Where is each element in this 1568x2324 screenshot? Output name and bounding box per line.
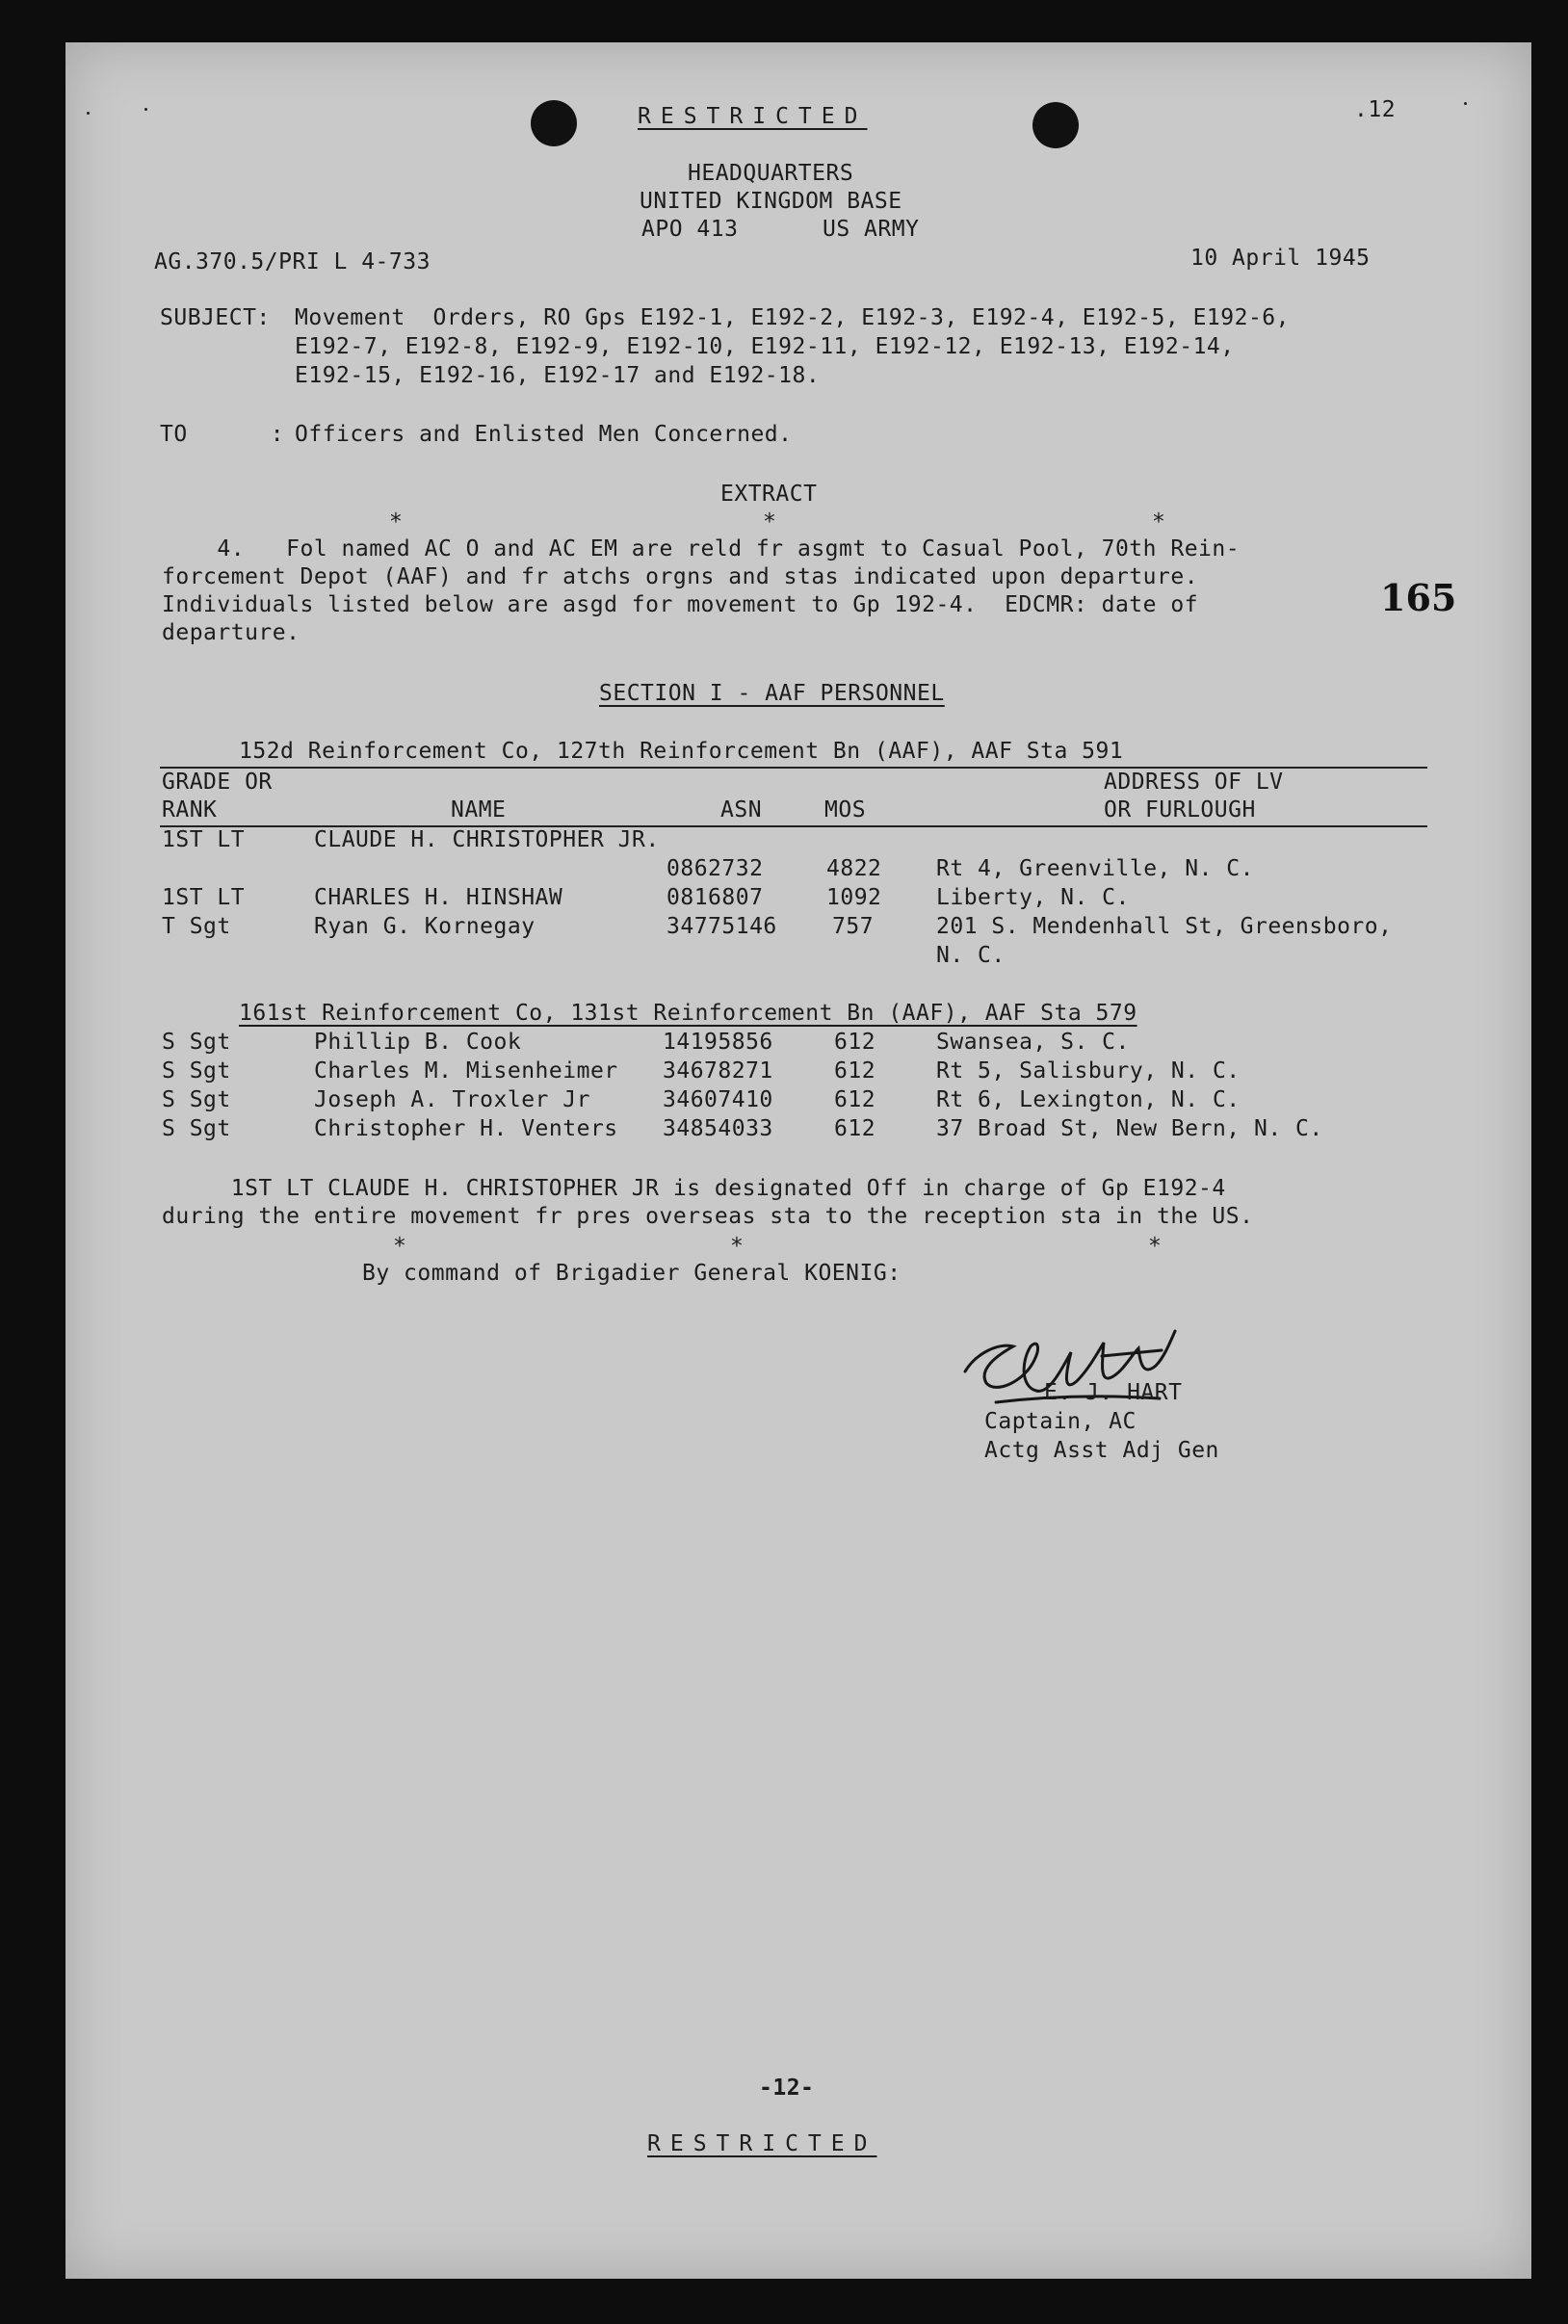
- row-mos: 612: [834, 1087, 876, 1112]
- column-header-name: NAME: [451, 797, 507, 823]
- speck: [1464, 102, 1467, 105]
- file-reference: AG.370.5/PRI L 4-733: [154, 249, 431, 274]
- group2-title: 161st Reinforcement Co, 131st Reinforcement Bn (AAF), AAF Sta 579: [239, 1001, 1137, 1026]
- document-date: 10 April 1945: [1190, 246, 1371, 271]
- row-mos: 612: [834, 1116, 876, 1141]
- row-asn: 34678271: [663, 1058, 773, 1084]
- document-page: [65, 42, 1531, 2279]
- row-asn: 14195856: [663, 1030, 773, 1055]
- asterisk: *: [730, 1234, 745, 1259]
- row-name: Charles M. Misenheimer: [314, 1058, 618, 1084]
- asterisk: *: [393, 1234, 407, 1259]
- section-title: SECTION I - AAF PERSONNEL: [599, 681, 945, 706]
- paragraph-4-line4: departure.: [162, 620, 301, 645]
- row-asn: 34775146: [666, 914, 777, 939]
- row-mos: 4822: [826, 856, 882, 881]
- hq-line3-right: US ARMY: [823, 217, 920, 242]
- punch-hole-left: [531, 100, 577, 146]
- column-header-mos: MOS: [824, 797, 867, 823]
- column-header-grade: GRADE OR: [162, 770, 273, 795]
- subject-line1: Movement Orders, RO Gps E192-1, E192-2, E192-3, E192-4, E192-5, E192-6,: [295, 305, 1290, 330]
- designation-line2: during the entire movement fr pres overseas sta to the reception sta in the US.: [162, 1204, 1254, 1229]
- subject-line2: E192-7, E192-8, E192-9, E192-10, E192-11, E192-12, E192-13, E192-14,: [295, 334, 1235, 359]
- row-address-cont: N. C.: [936, 943, 1006, 968]
- paragraph-4-line1: 4. Fol named AC O and AC EM are reld fr asgmt to Casual Pool, 70th Rein-: [162, 536, 1241, 561]
- paragraph-4-line3: Individuals listed below are asgd for movement to Gp 192-4. EDCMR: date of: [162, 592, 1199, 617]
- row-mos: 612: [834, 1058, 876, 1084]
- row-address: Liberty, N. C.: [936, 885, 1130, 910]
- row-grade: S Sgt: [162, 1087, 231, 1112]
- paragraph-4-line2: forcement Depot (AAF) and fr atchs orgns and stas indicated upon departure.: [162, 564, 1199, 589]
- row-mos: 757: [832, 914, 875, 939]
- punch-hole-right: [1032, 102, 1079, 148]
- group1-title: 152d Reinforcement Co, 127th Reinforcement Bn (AAF), AAF Sta 591: [239, 739, 1124, 764]
- row-address: Swansea, S. C.: [936, 1030, 1130, 1055]
- row-asn: 34607410: [663, 1087, 773, 1112]
- hq-line3-left: APO 413: [641, 217, 739, 242]
- column-header-rank: RANK: [162, 797, 218, 823]
- page-number: -12-: [759, 2076, 815, 2101]
- row-name: CLAUDE H. CHRISTOPHER JR.: [314, 827, 660, 852]
- row-mos: 612: [834, 1030, 876, 1055]
- speck: [87, 112, 90, 115]
- row-name: CHARLES H. HINSHAW: [314, 885, 563, 910]
- row-asn: 34854033: [663, 1116, 773, 1141]
- row-address: Rt 6, Lexington, N. C.: [936, 1087, 1241, 1112]
- asterisk: *: [1148, 1234, 1163, 1259]
- row-asn: 0816807: [666, 885, 764, 910]
- to-value: Officers and Enlisted Men Concerned.: [295, 422, 793, 447]
- page-stamp: 165: [1380, 576, 1457, 619]
- row-address: Rt 5, Salisbury, N. C.: [936, 1058, 1241, 1084]
- subject-label: SUBJECT:: [160, 305, 271, 330]
- row-address: Rt 4, Greenville, N. C.: [936, 856, 1254, 881]
- speck: [144, 108, 147, 111]
- row-name: Ryan G. Kornegay: [314, 914, 536, 939]
- signer-title2: Actg Asst Adj Gen: [984, 1438, 1219, 1463]
- row-asn: 0862732: [666, 856, 764, 881]
- column-header-address2: OR FURLOUGH: [1104, 797, 1256, 823]
- classification-top: RESTRICTED: [638, 104, 868, 129]
- page-ref: .12: [1354, 97, 1397, 122]
- asterisk: *: [1152, 509, 1166, 535]
- column-header-asn: ASN: [720, 797, 763, 823]
- extract-title: EXTRACT: [720, 482, 818, 507]
- column-header-address1: ADDRESS OF LV: [1104, 770, 1284, 795]
- command-line: By command of Brigadier General KOENIG:: [362, 1261, 902, 1286]
- classification-bottom: RESTRICTED: [647, 2131, 877, 2156]
- row-name: Phillip B. Cook: [314, 1030, 522, 1055]
- row-name: Joseph A. Troxler Jr: [314, 1087, 590, 1112]
- row-grade: 1ST LT: [162, 827, 246, 852]
- subject-line3: E192-15, E192-16, E192-17 and E192-18.: [295, 363, 821, 388]
- hq-line1: HEADQUARTERS: [688, 161, 854, 186]
- signer-title1: Captain, AC: [984, 1409, 1137, 1434]
- asterisk: *: [389, 509, 404, 535]
- row-grade: 1ST LT: [162, 885, 246, 910]
- to-label: TO :: [160, 422, 285, 447]
- row-grade: S Sgt: [162, 1116, 231, 1141]
- row-grade: T Sgt: [162, 914, 231, 939]
- designation-line1: 1ST LT CLAUDE H. CHRISTOPHER JR is designated Off in charge of Gp E192-4: [162, 1176, 1226, 1201]
- row-mos: 1092: [826, 885, 882, 910]
- row-grade: S Sgt: [162, 1058, 231, 1084]
- row-address: 37 Broad St, New Bern, N. C.: [936, 1116, 1323, 1141]
- asterisk: *: [763, 509, 777, 535]
- row-address: 201 S. Mendenhall St, Greensboro,: [936, 914, 1393, 939]
- hq-line2: UNITED KINGDOM BASE: [640, 189, 902, 214]
- row-name: Christopher H. Venters: [314, 1116, 618, 1141]
- signer-name: E. J. HART: [1044, 1380, 1183, 1405]
- row-grade: S Sgt: [162, 1030, 231, 1055]
